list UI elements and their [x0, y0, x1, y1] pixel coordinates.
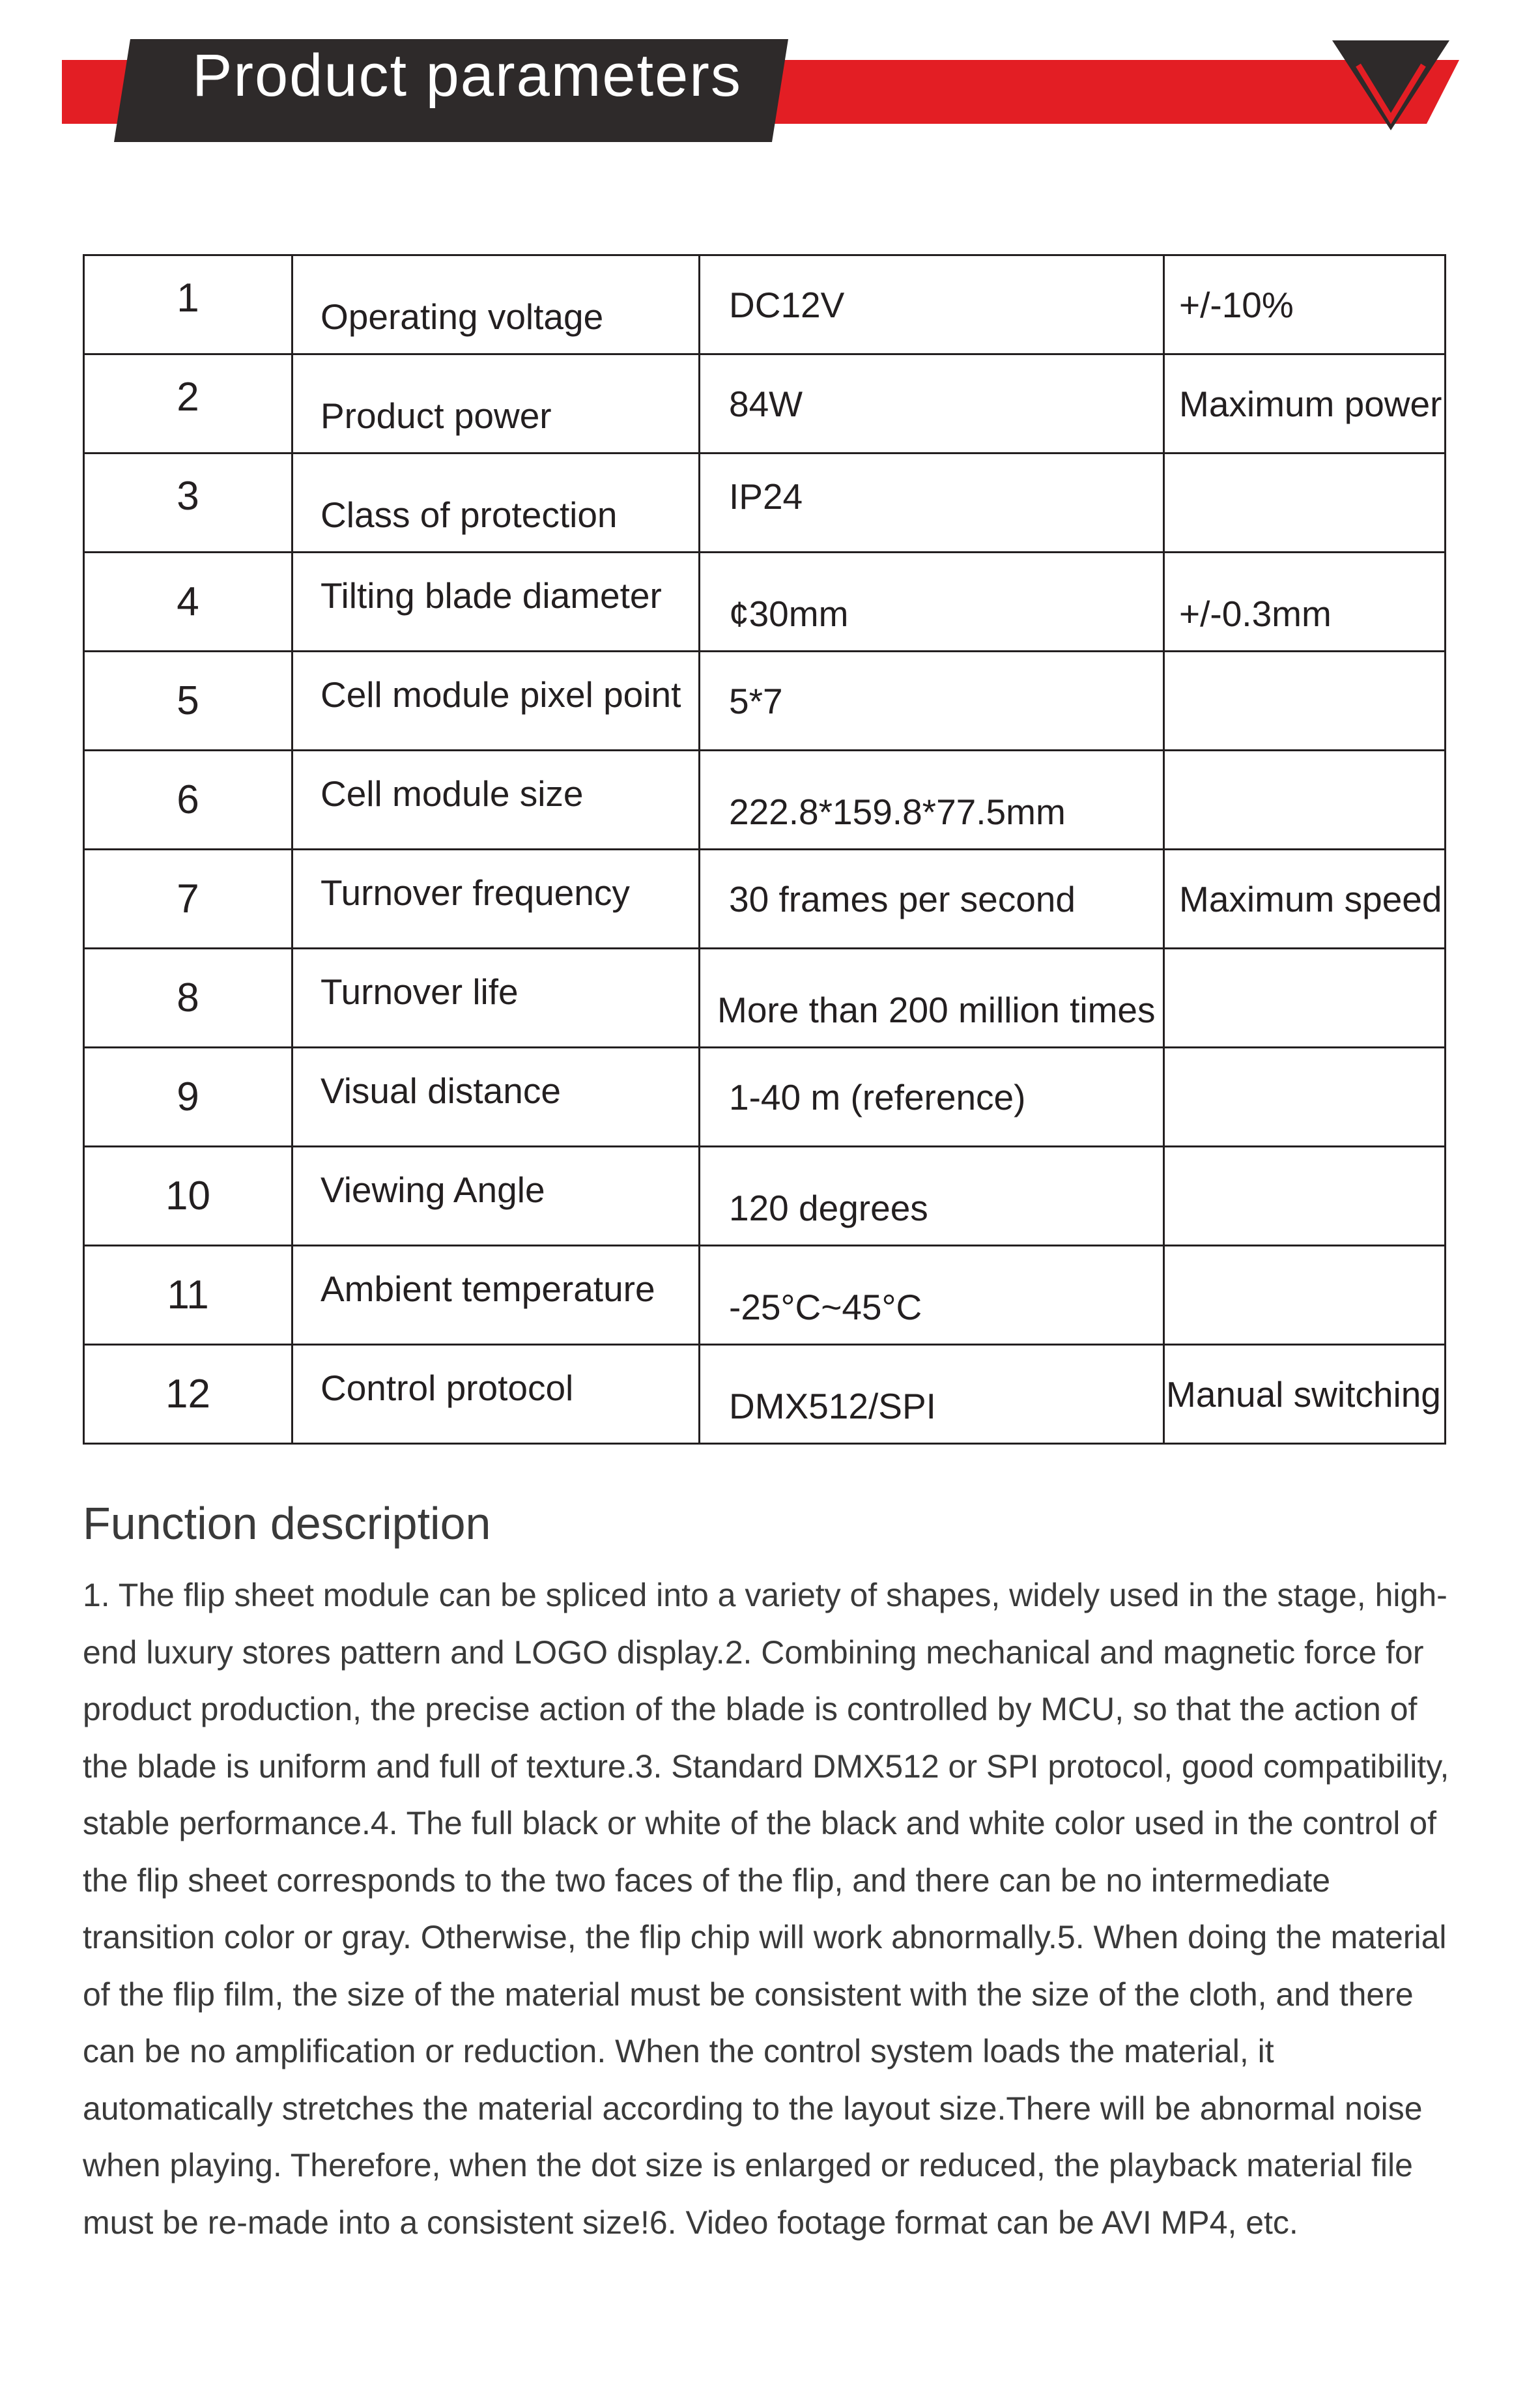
- parameter-value-cell: ¢30mm: [700, 553, 1164, 652]
- page-title: Product parameters: [192, 42, 742, 109]
- row-number-cell: 7: [84, 850, 292, 949]
- parameter-value-cell: DMX512/SPI: [700, 1345, 1164, 1444]
- parameter-note-cell: [1164, 1048, 1446, 1147]
- parameter-name-cell: Cell module pixel point: [292, 652, 700, 751]
- parameter-note-cell: [1164, 454, 1446, 553]
- parameter-name-cell: Ambient temperature: [292, 1246, 700, 1345]
- table-row: [84, 553, 1446, 652]
- row-number-cell: 10: [84, 1147, 292, 1246]
- parameter-value-cell: 5*7: [700, 652, 1164, 751]
- row-number-cell: 5: [84, 652, 292, 751]
- parameter-value-cell: -25°C~45°C: [700, 1246, 1164, 1345]
- parameter-value-cell: 120 degrees: [700, 1147, 1164, 1246]
- parameter-note-cell: +/-10%: [1164, 255, 1446, 354]
- parameter-note-cell: [1164, 1246, 1446, 1345]
- parameter-value-cell: IP24: [700, 454, 1164, 553]
- row-number-cell: 9: [84, 1048, 292, 1147]
- parameter-value-cell: 30 frames per second: [700, 850, 1164, 949]
- table-row: [84, 1246, 1446, 1345]
- parameter-name-cell: Control protocol: [292, 1345, 700, 1444]
- table-row: [84, 1147, 1446, 1246]
- row-number-cell: 3: [84, 454, 292, 553]
- function-description-heading: Function description: [83, 1498, 491, 1549]
- parameter-name-cell: Turnover frequency: [292, 850, 700, 949]
- row-number-cell: 12: [84, 1345, 292, 1444]
- parameter-note-cell: [1164, 1147, 1446, 1246]
- parameter-note-cell: [1164, 751, 1446, 850]
- parameter-note-cell: Maximum power: [1164, 354, 1446, 454]
- parameter-note-cell: +/-0.3mm: [1164, 553, 1446, 652]
- product-parameters-table: [83, 254, 1446, 1445]
- parameter-value-cell: 1-40 m (reference): [700, 1048, 1164, 1147]
- parameter-name-cell: Viewing Angle: [292, 1147, 700, 1246]
- row-number-cell: 4: [84, 553, 292, 652]
- parameter-note-cell: Maximum speed: [1164, 850, 1446, 949]
- table-row: [84, 354, 1446, 454]
- parameter-value-cell: DC12V: [700, 255, 1164, 354]
- table-row: [84, 949, 1446, 1048]
- header-banner: [0, 0, 1540, 156]
- table-row: [84, 1345, 1446, 1444]
- parameter-value-cell: More than 200 million times: [700, 949, 1164, 1048]
- parameter-name-cell: Product power: [292, 354, 700, 454]
- table-row: [84, 454, 1446, 553]
- table-row: [84, 652, 1446, 751]
- row-number-cell: 8: [84, 949, 292, 1048]
- row-number-cell: 11: [84, 1246, 292, 1345]
- table-row: [84, 1048, 1446, 1147]
- parameter-note-cell: [1164, 652, 1446, 751]
- parameter-name-cell: Visual distance: [292, 1048, 700, 1147]
- parameter-name-cell: Turnover life: [292, 949, 700, 1048]
- parameter-value-cell: 84W: [700, 354, 1164, 454]
- parameter-note-cell: [1164, 949, 1446, 1048]
- parameter-value-cell: 222.8*159.8*77.5mm: [700, 751, 1164, 850]
- function-description-text: 1. The flip sheet module can be spliced into a variety of shapes, widely used in the stage, high-end luxury stores pattern and LOGO display.2. Combining mechanical and magnetic force for product production, the precise action of the blade is controlled by MCU, so that the action of the blade is uniform and full of texture.3. Standard DMX512 or SPI protocol, good compatibility, stable performance.4. The full black or white of the black and white color used in the control of the flip sheet corresponds to the two faces of the flip, and there can be no intermediate transition color or gray. Otherwise, the flip chip will work abnormally.5. When doing the material of the flip film, the size of the material must be consistent with the size of the cloth, and there can be no amplification or reduction. When the control system loads the material, it automatically stretches the material according to the layout size.There will be abnormal noise when playing. Therefore, when the dot size is enlarged or reduced, the playback material file must be re-made into a consistent size!6. Video footage format can be AVI MP4, etc.: [83, 1577, 1449, 2241]
- parameter-name-cell: Cell module size: [292, 751, 700, 850]
- parameter-name-cell: Class of protection: [292, 454, 700, 553]
- parameter-name-cell: Tilting blade diameter: [292, 553, 700, 652]
- row-number-cell: 6: [84, 751, 292, 850]
- table-row: [84, 850, 1446, 949]
- table-row: [84, 255, 1446, 354]
- table-row: [84, 751, 1446, 850]
- parameter-name-cell: Operating voltage: [292, 255, 700, 354]
- row-number-cell: 1: [84, 255, 292, 354]
- parameter-note-cell: Manual switching: [1164, 1345, 1446, 1444]
- row-number-cell: 2: [84, 354, 292, 454]
